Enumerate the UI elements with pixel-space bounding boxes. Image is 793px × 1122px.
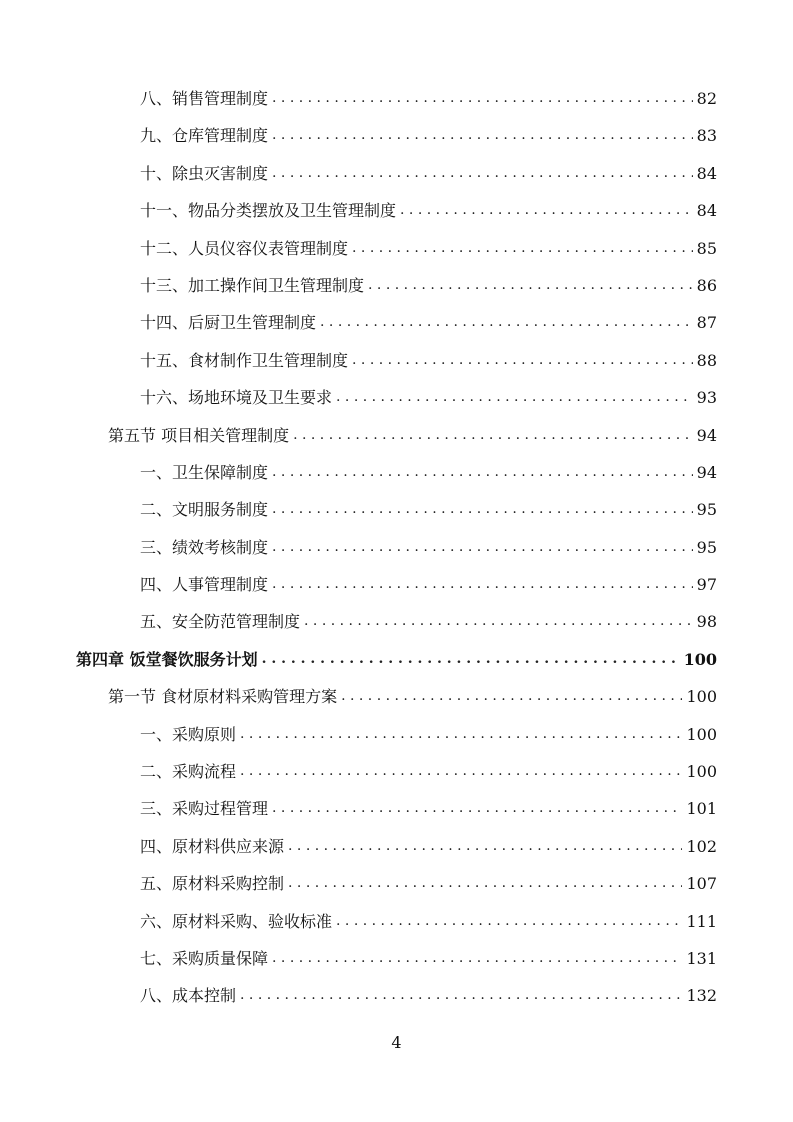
- toc-entry-page: 85: [696, 238, 717, 258]
- dot-leader: [320, 304, 693, 341]
- toc-entry-title: 二、文明服务制度: [140, 500, 269, 520]
- dot-leader: [272, 117, 693, 154]
- toc-chapter-entry[interactable]: [0, 641, 793, 678]
- toc-entry-page: 93: [696, 388, 717, 408]
- toc-entry-title: 一、卫生保障制度: [140, 462, 269, 482]
- toc-entry-title: 七、采购质量保障: [140, 948, 269, 968]
- toc-entry-title: 三、绩效考核制度: [140, 537, 269, 557]
- table-of-contents: [0, 80, 793, 1015]
- dot-leader: [293, 417, 693, 454]
- dot-leader: [272, 155, 693, 192]
- toc-entry-page: 84: [696, 163, 717, 183]
- toc-subsection-entry[interactable]: [0, 117, 793, 154]
- dot-leader: [336, 903, 682, 940]
- toc-entry-title: 第一节 食材原材料采购管理方案: [108, 687, 338, 707]
- dot-leader: [304, 603, 693, 640]
- toc-entry-title: 六、原材料采购、验收标准: [140, 911, 333, 931]
- toc-subsection-entry[interactable]: [0, 379, 793, 416]
- toc-entry-page: 94: [696, 425, 717, 445]
- toc-section-entry[interactable]: [0, 417, 793, 454]
- toc-entry-title: 三、采购过程管理: [140, 799, 269, 819]
- dot-leader: [262, 641, 680, 678]
- toc-entry-page: 107: [686, 874, 717, 894]
- toc-subsection-entry[interactable]: [0, 753, 793, 790]
- toc-subsection-entry[interactable]: [0, 529, 793, 566]
- dot-leader: [352, 342, 693, 379]
- toc-subsection-entry[interactable]: [0, 80, 793, 117]
- dot-leader: [272, 566, 693, 603]
- dot-leader: [288, 865, 682, 902]
- dot-leader: [240, 753, 682, 790]
- toc-subsection-entry[interactable]: [0, 828, 793, 865]
- toc-subsection-entry[interactable]: [0, 454, 793, 491]
- toc-subsection-entry[interactable]: [0, 903, 793, 940]
- dot-leader: [336, 379, 693, 416]
- toc-entry-title: 十一、物品分类摆放及卫生管理制度: [140, 201, 397, 221]
- toc-entry-page: 97: [696, 575, 717, 595]
- toc-subsection-entry[interactable]: [0, 155, 793, 192]
- toc-entry-page: 88: [696, 350, 717, 370]
- toc-entry-title: 十二、人员仪容仪表管理制度: [140, 238, 349, 258]
- dot-leader: [341, 678, 682, 715]
- toc-subsection-entry[interactable]: [0, 940, 793, 977]
- toc-entry-page: 94: [696, 462, 717, 482]
- toc-entry-title: 八、成本控制: [140, 986, 237, 1006]
- toc-subsection-entry[interactable]: [0, 790, 793, 827]
- toc-entry-page: 86: [696, 275, 717, 295]
- toc-entry-page: 102: [686, 836, 717, 856]
- toc-subsection-entry[interactable]: [0, 603, 793, 640]
- toc-subsection-entry[interactable]: [0, 192, 793, 229]
- page-number: 4: [391, 1033, 402, 1052]
- dot-leader: [272, 491, 693, 528]
- toc-entry-title: 五、安全防范管理制度: [140, 612, 301, 632]
- toc-entry-page: 82: [696, 89, 717, 108]
- toc-entry-title: 八、销售管理制度: [140, 89, 269, 108]
- toc-entry-page: 100: [686, 762, 717, 782]
- dot-leader: [400, 192, 693, 229]
- toc-subsection-entry[interactable]: [0, 267, 793, 304]
- toc-entry-page: 132: [686, 986, 717, 1006]
- toc-entry-title: 十、除虫灭害制度: [140, 163, 269, 183]
- toc-entry-title: 四、人事管理制度: [140, 575, 269, 595]
- dot-leader: [352, 230, 693, 267]
- dot-leader: [240, 977, 682, 1014]
- toc-entry-page: 84: [696, 201, 717, 221]
- toc-subsection-entry[interactable]: [0, 865, 793, 902]
- toc-subsection-entry[interactable]: [0, 491, 793, 528]
- toc-entry-page: 100: [686, 724, 717, 744]
- toc-subsection-entry[interactable]: [0, 716, 793, 753]
- toc-subsection-entry[interactable]: [0, 342, 793, 379]
- toc-subsection-entry[interactable]: [0, 304, 793, 341]
- toc-entry-page: 95: [696, 537, 717, 557]
- toc-entry-title: 四、原材料供应来源: [140, 836, 285, 856]
- dot-leader: [272, 529, 693, 566]
- toc-entry-title: 二、采购流程: [140, 762, 237, 782]
- toc-entry-title: 十五、食材制作卫生管理制度: [140, 350, 349, 370]
- toc-entry-page: 131: [686, 948, 717, 968]
- toc-entry-title: 九、仓库管理制度: [140, 126, 269, 146]
- toc-subsection-entry[interactable]: [0, 230, 793, 267]
- dot-leader: [272, 790, 682, 827]
- toc-entry-page: 98: [696, 612, 717, 632]
- toc-entry-title: 十三、加工操作间卫生管理制度: [140, 275, 365, 295]
- toc-entry-page: 100: [686, 687, 717, 707]
- toc-subsection-entry[interactable]: [0, 977, 793, 1014]
- toc-entry-page: 83: [696, 126, 717, 146]
- dot-leader: [272, 940, 682, 977]
- toc-entry-page: 87: [696, 313, 717, 333]
- dot-leader: [288, 828, 682, 865]
- toc-entry-title: 十六、场地环境及卫生要求: [140, 388, 333, 408]
- dot-leader: [272, 80, 693, 117]
- toc-entry-title: 五、原材料采购控制: [140, 874, 285, 894]
- toc-subsection-entry[interactable]: [0, 566, 793, 603]
- dot-leader: [272, 454, 693, 491]
- toc-entry-page: 101: [686, 799, 717, 819]
- toc-entry-page: 100: [683, 649, 717, 669]
- toc-entry-page: 111: [686, 911, 717, 931]
- toc-entry-title: 第四章 饭堂餐饮服务计划: [76, 649, 258, 669]
- toc-entry-title: 第五节 项目相关管理制度: [108, 425, 290, 445]
- dot-leader: [240, 716, 682, 753]
- toc-section-entry[interactable]: [0, 678, 793, 715]
- toc-entry-title: 一、采购原则: [140, 724, 237, 744]
- toc-entry-page: 95: [696, 500, 717, 520]
- dot-leader: [368, 267, 693, 304]
- toc-entry-title: 十四、后厨卫生管理制度: [140, 313, 317, 333]
